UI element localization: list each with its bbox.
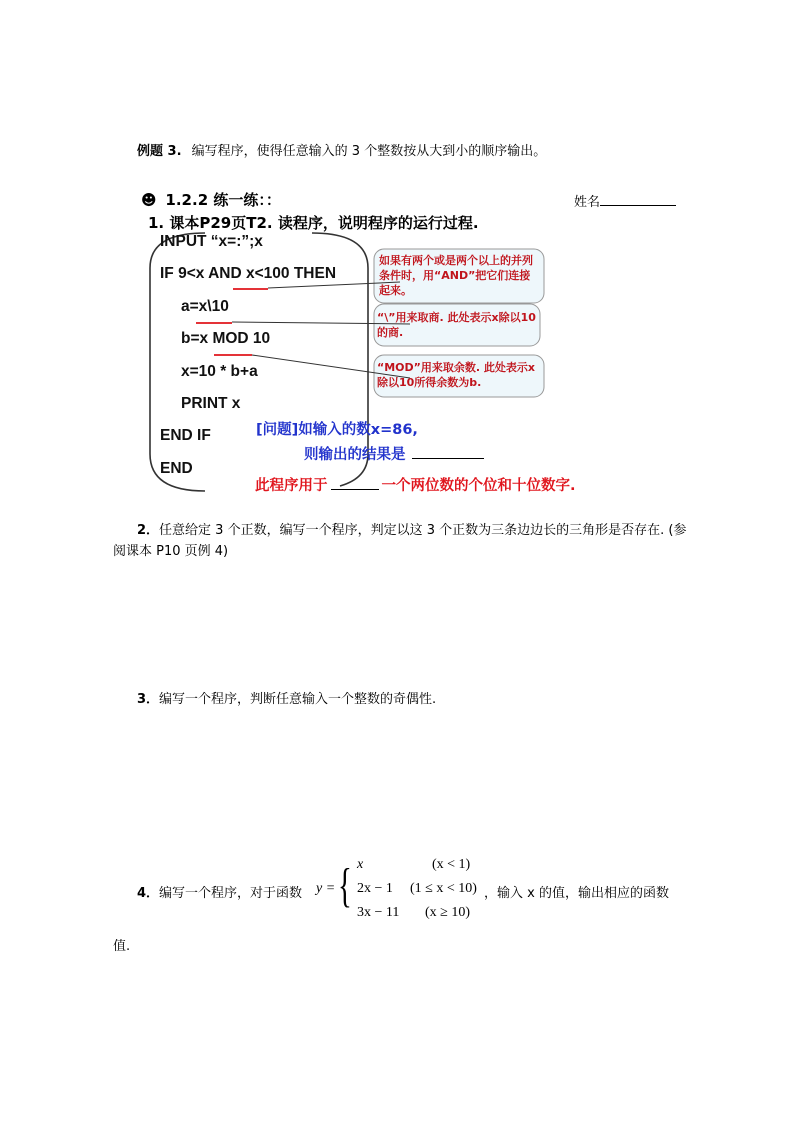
function-y-eq: y = (316, 881, 336, 896)
case-1-expr: x (357, 857, 364, 872)
exercise-4-text-before: 编写一个程序，对于函数 (159, 886, 303, 901)
purpose-suffix: 一个两位数的个位和十位数字. (381, 478, 576, 494)
exercise-2-number: 2． (137, 523, 160, 538)
case-2-expr: 2x − 1 (357, 881, 393, 896)
exercise-2-text: 任意给定 3 个正数，编写一个程序，判定以这 3 个正数为三条边边长的三角形是否存在. (参阅课本 P10 页例 4) (113, 523, 687, 559)
question-line-2-text: 则输出的结果是 (304, 447, 406, 463)
exercise-2 (113, 520, 688, 562)
smiley-icon: ☻ (141, 191, 157, 209)
exercise-1-title: 1. 课本P29页T2. 读程序，说明程序的运行过程. (148, 214, 479, 232)
purpose-blank[interactable] (331, 475, 379, 490)
code-line-if: IF 9<x AND x<100 THEN (160, 265, 337, 282)
code-line-print: PRINT x (181, 395, 241, 412)
output-answer-blank[interactable] (412, 444, 484, 459)
code-line-endif: END IF (160, 427, 211, 444)
example-3-label: 例题 3. (137, 144, 182, 159)
code-line-end: END (160, 460, 193, 477)
question-line-2 (304, 443, 484, 464)
code-line-x: x=10 * b+a (181, 363, 258, 380)
purpose-line (255, 474, 576, 495)
code-line-b: b=x MOD 10 (181, 330, 271, 347)
callout-and-text: 如果有两个或是两个以上的并列条件时，用“AND”把它们连接起来。 (379, 254, 533, 297)
code-line-a: a=x\10 (181, 298, 229, 315)
case-3-cond: (x ≥ 10) (425, 905, 471, 920)
exercise-4-intro (137, 882, 302, 901)
exercise-4-number: 4． (137, 886, 160, 901)
case-1-cond: (x < 1) (432, 857, 471, 872)
section-title: 1.2.2 练一练：： (165, 191, 281, 209)
callout-backslash-text: “\”用来取商. 此处表示x除以10的商. (377, 311, 536, 339)
exercise-3 (137, 688, 436, 707)
exercise-4-text-end: 值. (113, 939, 131, 954)
example-3-text: 编写程序，使得任意输入的 3 个整数按从大到小的顺序输出。 (191, 144, 547, 159)
question-line-1: [问题]如输入的数x=86, (256, 422, 418, 438)
exercise-3-text: 编写一个程序，判断任意输入一个整数的奇偶性. (159, 692, 437, 707)
case-2-cond: (1 ≤ x < 10) (410, 881, 477, 896)
case-3-expr: 3x − 11 (357, 905, 400, 920)
callout-mod-text: “MOD”用来取余数. 此处表示x除以10所得余数为b. (377, 361, 535, 389)
exercise-4-text-after: ，输入 x 的值，输出相应的函数 (484, 886, 669, 901)
piecewise-brace: { (338, 859, 352, 912)
code-line-input: INPUT “x=:”;x (160, 233, 263, 250)
name-label: 姓名 (574, 195, 601, 210)
exercise-3-number: 3． (137, 692, 160, 707)
purpose-prefix: 此程序用于 (255, 478, 328, 494)
